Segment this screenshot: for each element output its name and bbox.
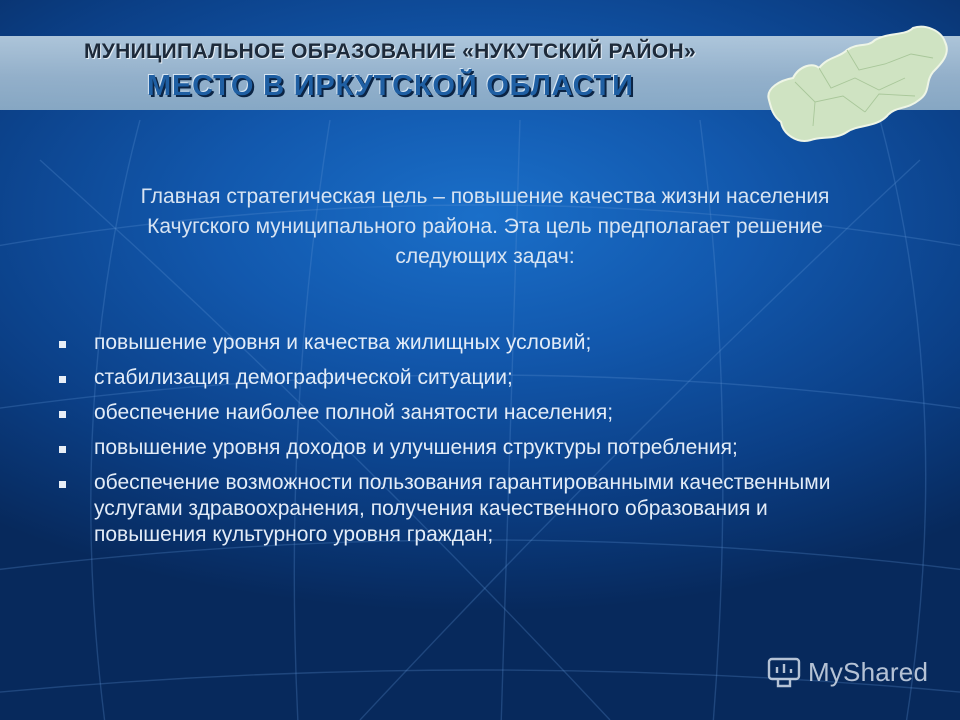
list-item xyxy=(58,400,878,426)
bullet-icon xyxy=(59,446,66,453)
intro-text: Главная стратегическая цель – повышение качества жизни населения Качугского муниципального района. Эта цель предполагает решение следующих задач: xyxy=(140,185,830,268)
task-text: обеспечение возможности пользования гарантированными качественными услугами здравоохранения, получения качественного образования и повышения культурного уровня граждан; xyxy=(94,471,831,546)
task-text: повышение уровня и качества жилищных условий; xyxy=(94,331,592,354)
myshared-logo-icon xyxy=(766,655,802,689)
slide-title-line2: МЕСТО В ИРКУТСКОЙ ОБЛАСТИ xyxy=(147,70,634,102)
list-item xyxy=(58,435,878,461)
task-text: обеспечение наиболее полной занятости населения; xyxy=(94,401,614,424)
region-map-icon xyxy=(755,18,955,148)
myshared-watermark[interactable] xyxy=(766,655,928,689)
task-text: повышение уровня доходов и улучшения структуры потребления; xyxy=(94,436,738,459)
watermark-text: MyShared xyxy=(808,656,929,687)
bullet-icon xyxy=(59,376,66,383)
bullet-icon xyxy=(59,341,66,348)
bullet-icon xyxy=(59,411,66,418)
slide-title-line1: МУНИЦИПАЛЬНОЕ ОБРАЗОВАНИЕ «НУКУТСКИЙ РАЙОН» xyxy=(84,40,696,63)
list-item xyxy=(58,330,878,356)
list-item xyxy=(58,470,878,548)
list-item xyxy=(58,365,878,391)
task-list xyxy=(58,330,878,557)
task-text: стабилизация демографической ситуации; xyxy=(94,366,513,389)
bullet-icon xyxy=(59,481,66,488)
